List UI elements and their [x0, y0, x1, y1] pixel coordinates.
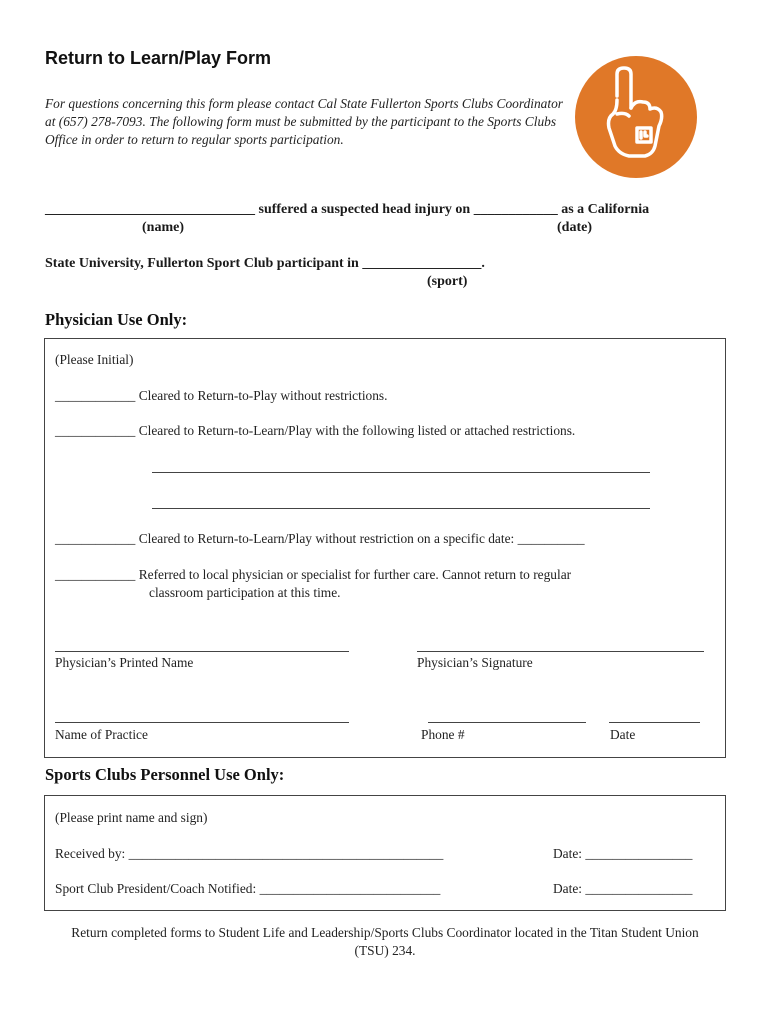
date-label: Date [610, 727, 636, 742]
printed-name-line[interactable] [55, 651, 349, 652]
option-referred-cont: classroom participation at this time. [149, 585, 341, 600]
intro-text: For questions concerning this form please contact Cal State Fullerton Sports Clubs Coordinator at (657) 278-7093. The following form must be submitted by the participant to the Sports Clubs Office in order to return to regular sports participation. [45, 96, 564, 147]
received-label: Received by: [55, 846, 126, 861]
signature-line[interactable] [417, 651, 704, 652]
option-cleared-restrictions: Cleared to Return-to-Learn/Play with the following listed or attached restrictions. [138, 423, 576, 438]
option-cleared-date: Cleared to Return-to-Learn/Play without restriction on a specific date: [138, 531, 515, 546]
sport-label: (sport) [427, 274, 468, 289]
footer-instructions: Return completed forms to Student Life and Leadership/Sports Clubs Coordinator located in the Titan Student Union (TSU) 234. [71, 925, 699, 958]
specific-date-blank[interactable]: __________ [517, 531, 585, 546]
initial-blank[interactable]: ____________ [55, 423, 136, 438]
notified-date-blank[interactable]: ________________ [585, 881, 693, 896]
phone-label: Phone # [421, 727, 465, 742]
signature-label: Physician’s Signature [417, 655, 533, 670]
restriction-line[interactable] [152, 472, 650, 473]
restriction-line[interactable] [152, 508, 650, 509]
date-line[interactable] [609, 722, 700, 723]
personnel-heading: Sports Clubs Personnel Use Only: [45, 765, 285, 784]
notified-date-label: Date: [553, 881, 582, 896]
practice-line[interactable] [55, 722, 349, 723]
statement-text-end: as a California [561, 202, 650, 217]
option-referred: Referred to local physician or specialist for further care. Cannot return to regular [138, 567, 572, 582]
injury-date-blank[interactable]: ____________ [473, 202, 558, 217]
phone-line[interactable] [428, 722, 586, 723]
notified-blank[interactable]: ___________________________ [259, 881, 441, 896]
initial-blank[interactable]: ____________ [55, 388, 136, 403]
option-cleared-play: Cleared to Return-to-Play without restrictions. [138, 388, 388, 403]
printed-name-label: Physician’s Printed Name [55, 655, 194, 670]
received-date-label: Date: [553, 846, 582, 861]
foam-finger-icon [575, 56, 697, 178]
form-title: Return to Learn/Play Form [45, 48, 272, 68]
name-label: (name) [142, 220, 184, 235]
sports-clubs-logo [575, 56, 697, 178]
received-blank[interactable]: _______________________________________________ [128, 846, 444, 861]
initial-blank[interactable]: ____________ [55, 531, 136, 546]
practice-label: Name of Practice [55, 727, 148, 742]
statement-text: suffered a suspected head injury on [258, 202, 471, 217]
notified-label: Sport Club President/Coach Notified: [55, 881, 257, 896]
physician-heading: Physician Use Only: [45, 310, 188, 329]
date-label: (date) [557, 220, 592, 235]
sport-blank[interactable]: _________________. [362, 256, 485, 271]
personnel-instruction: (Please print name and sign) [55, 810, 208, 825]
initial-blank[interactable]: ____________ [55, 567, 136, 582]
received-date-blank[interactable]: ________________ [585, 846, 693, 861]
name-blank[interactable]: ______________________________ [45, 202, 255, 217]
physician-instruction: (Please Initial) [55, 352, 134, 367]
statement-line2: State University, Fullerton Sport Club participant in [45, 256, 359, 271]
